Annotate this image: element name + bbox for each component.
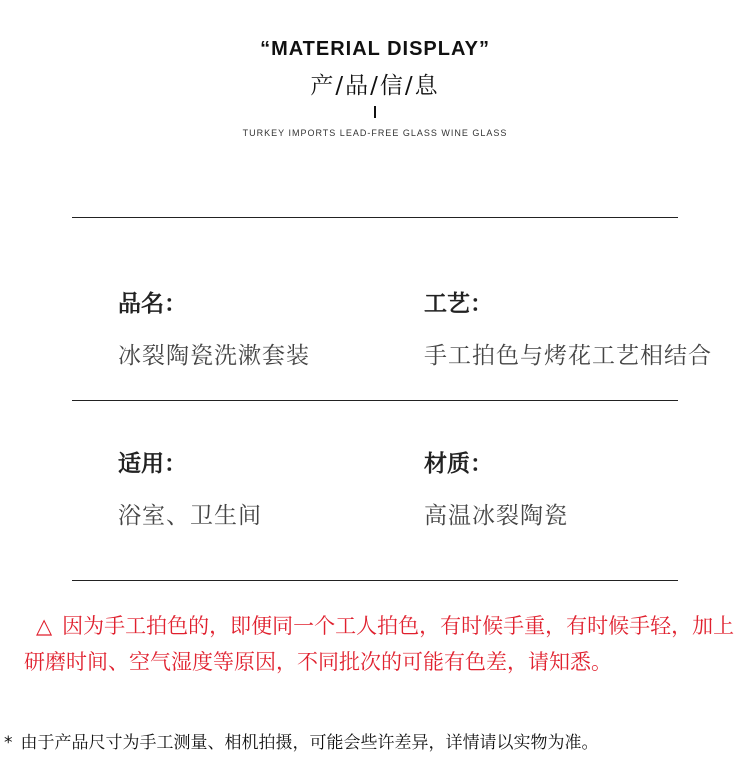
subtitle: TURKEY IMPORTS LEAD-FREE GLASS WINE GLASS (242, 128, 508, 138)
usage-value: 浴室、卫生间 (118, 503, 262, 529)
material-value: 高温冰裂陶瓷 (424, 503, 568, 529)
warning-triangle-icon: △ (36, 614, 53, 638)
title-en: “MATERIAL DISPLAY” (260, 38, 490, 60)
craft-label: 工艺： (424, 291, 493, 317)
footnote-marker: * (4, 733, 13, 753)
title-cn: 产/品/信/息 (310, 73, 440, 99)
rule-bottom (72, 580, 678, 581)
header (0, 38, 750, 138)
notice-text: 因为手工拍色的，即便同一个工人拍色，有时候手重，有时候手轻，加上研磨时间、空气湿度等原因，不同批次的可能有色差，请知悉。 (24, 614, 735, 674)
usage-label: 适用： (118, 451, 187, 477)
footnote-text: 由于产品尺寸为手工测量、相机拍摄，可能会些许差异，详情请以实物为准。 (20, 733, 599, 753)
measurement-footnote (4, 728, 750, 753)
craft-value: 手工拍色与烤花工艺相结合 (424, 343, 712, 369)
rule-middle (72, 400, 678, 401)
rule-top (72, 217, 678, 218)
divider-tick (374, 106, 376, 118)
color-difference-notice (24, 608, 744, 680)
material-label: 材质： (424, 451, 493, 477)
name-label: 品名： (118, 291, 187, 317)
name-value: 冰裂陶瓷洗漱套装 (118, 343, 310, 369)
